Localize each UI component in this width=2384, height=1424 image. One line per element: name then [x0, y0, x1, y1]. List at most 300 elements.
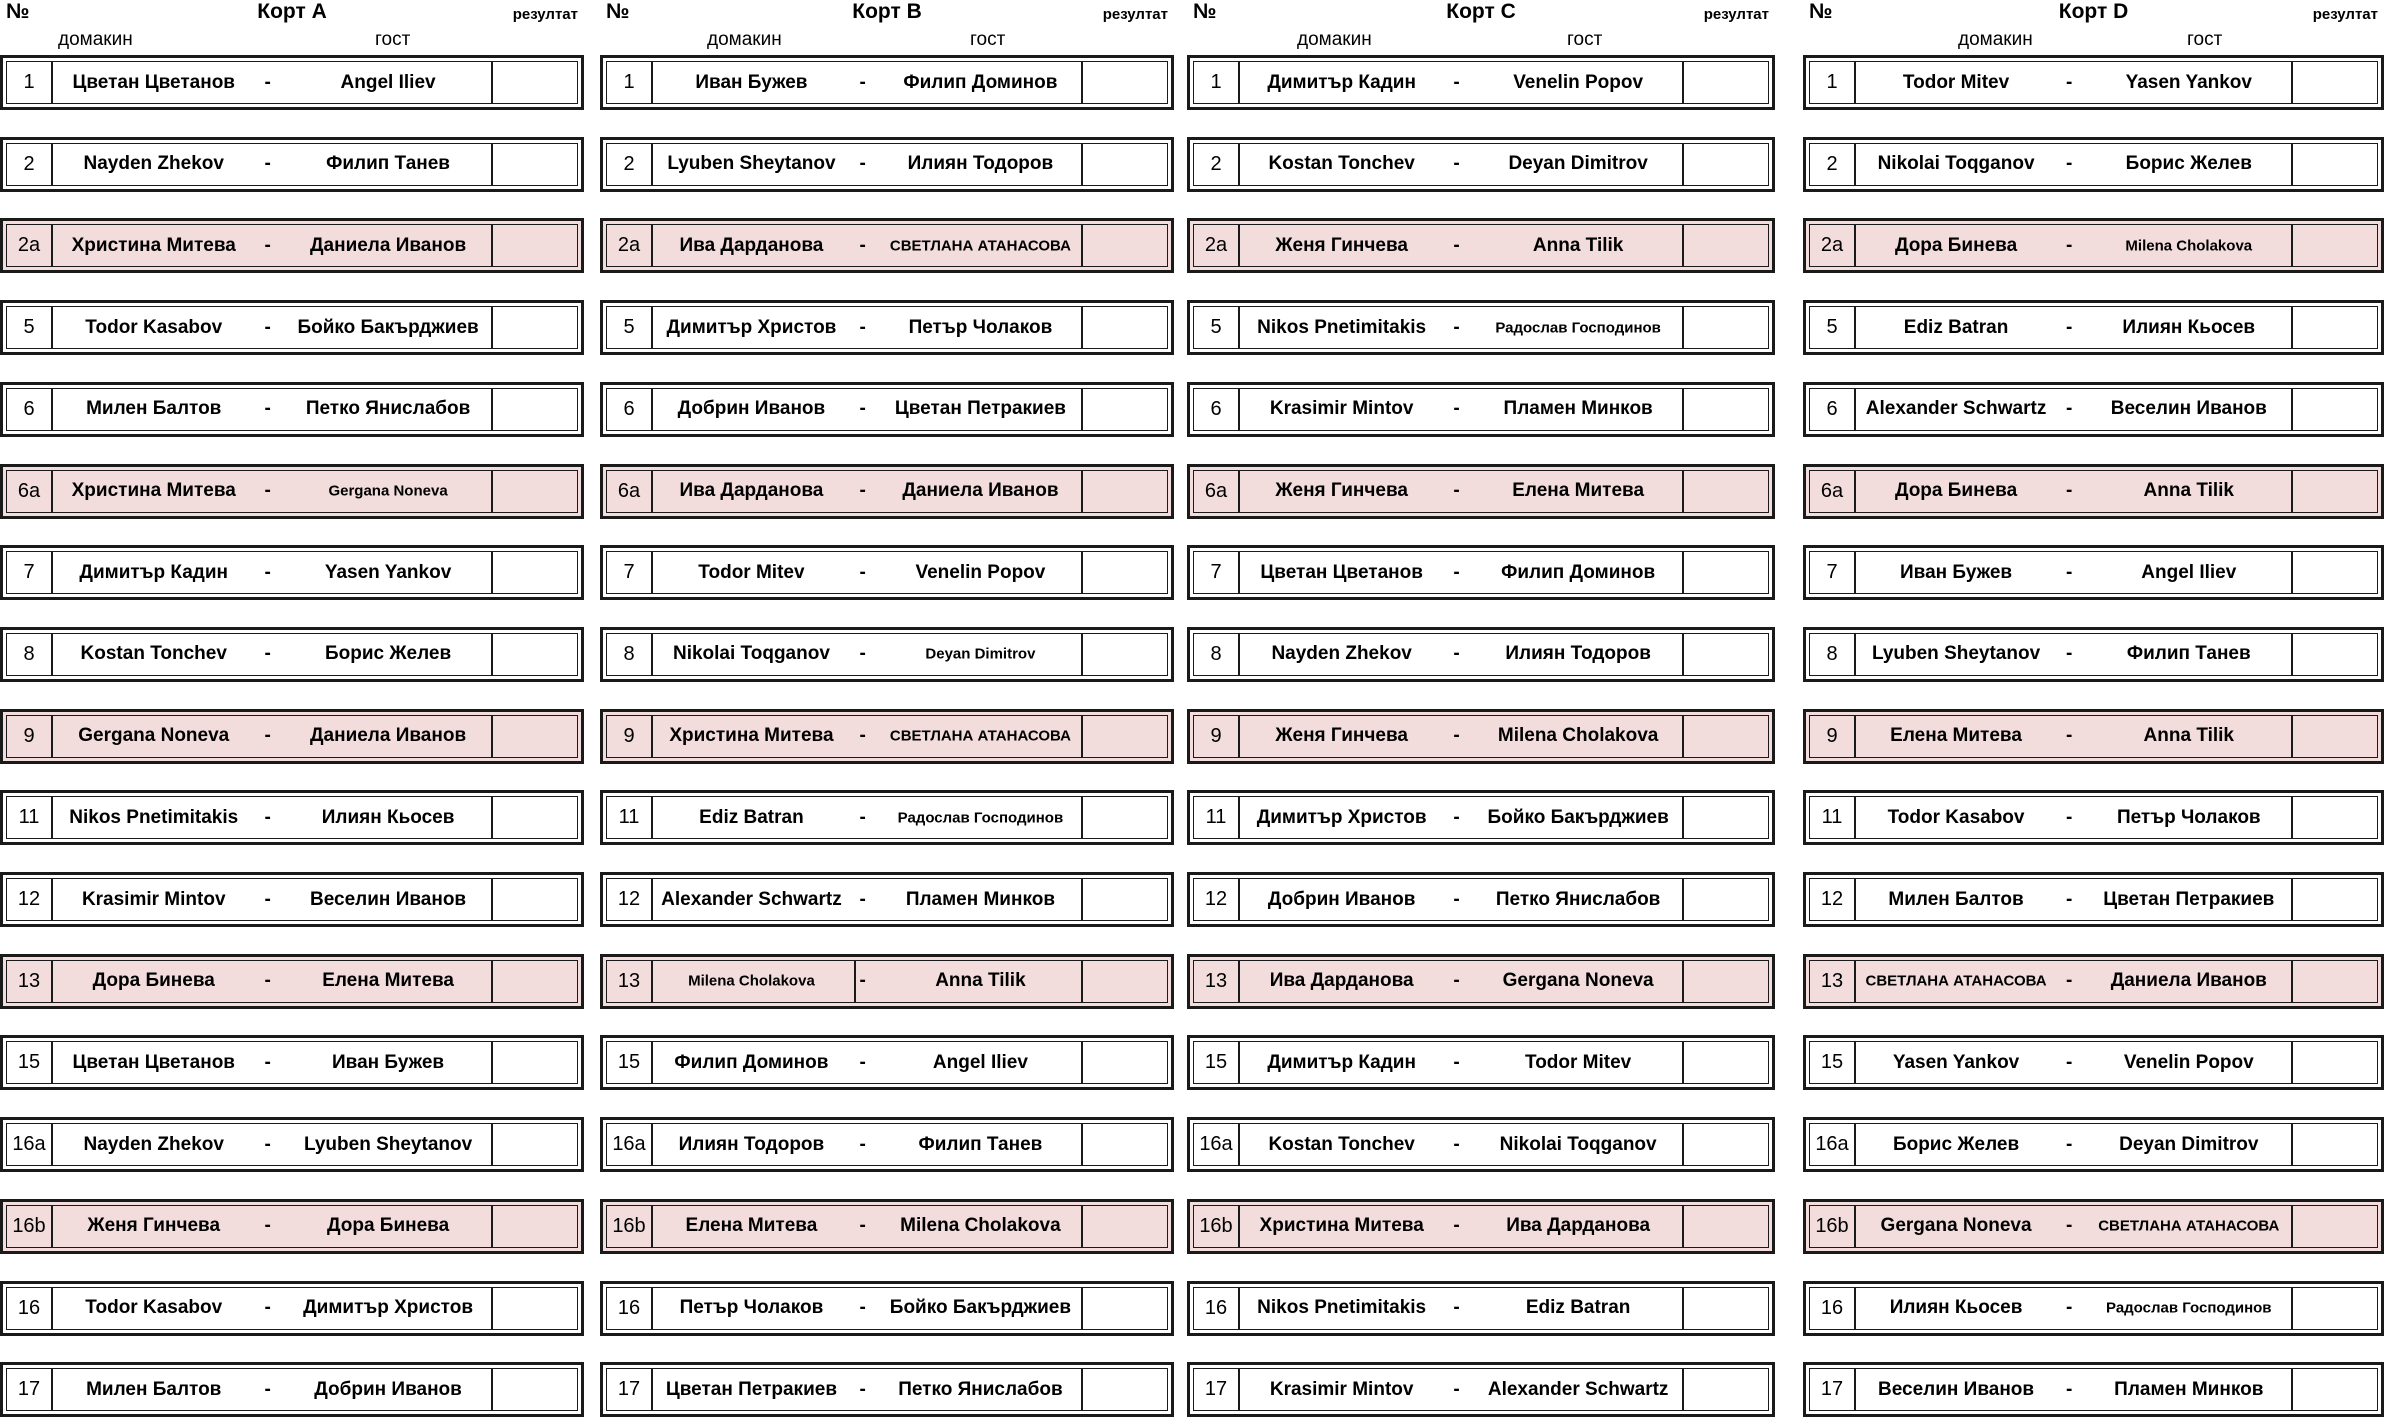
match-row — [1187, 627, 1775, 682]
match-number: 9 — [1810, 716, 1856, 757]
result-cell[interactable] — [1083, 1288, 1167, 1329]
match-row — [1803, 790, 2384, 845]
match-pairing — [1240, 1369, 1684, 1410]
guest-player: Илиян Тодоров — [1505, 643, 1651, 665]
home-player: Alexander Schwartz — [661, 888, 842, 910]
match-row — [1803, 627, 2384, 682]
result-cell[interactable] — [1083, 797, 1167, 838]
versus-dash: - — [264, 1051, 271, 1073]
guest-player: Пламен Минков — [905, 888, 1056, 910]
home-player: Женя Гинчева — [1275, 234, 1408, 256]
versus-dash: - — [859, 398, 866, 420]
home-player: Gergana Noneva — [78, 725, 230, 747]
versus-dash: - — [264, 1378, 271, 1400]
match-number: 7 — [7, 552, 53, 593]
guest-header: гост — [2187, 29, 2223, 50]
match-pairing — [53, 1206, 493, 1247]
match-pairing — [653, 879, 1083, 920]
result-cell[interactable] — [1083, 716, 1167, 757]
number-header: № — [1809, 0, 1833, 23]
match-row — [1187, 545, 1775, 600]
home-player: Дора Бинева — [1894, 480, 2018, 501]
guest-player: Цветан Петракиев — [2103, 888, 2275, 910]
match-pairing — [1240, 471, 1684, 512]
home-player: Nikolai Toqganov — [1877, 153, 2035, 175]
result-cell[interactable] — [493, 225, 577, 266]
home-player: Иван Бужев — [1900, 561, 2013, 583]
match-row — [1187, 1362, 1775, 1417]
guest-player: Веселин Иванов — [2110, 398, 2267, 420]
match-pairing — [53, 1369, 493, 1410]
match-row — [600, 218, 1174, 273]
match-pairing — [653, 1288, 1083, 1329]
result-cell[interactable] — [2293, 144, 2377, 185]
home-player: Ива Дарданова — [679, 234, 824, 256]
match-row — [0, 1362, 584, 1417]
result-cell[interactable] — [1684, 1369, 1768, 1410]
result-cell[interactable] — [1684, 225, 1768, 266]
result-cell[interactable] — [2293, 634, 2377, 675]
result-cell[interactable] — [1684, 62, 1768, 103]
match-number: 16 — [1194, 1288, 1240, 1329]
home-player: Nayden Zhekov — [83, 1133, 224, 1155]
versus-dash: - — [2065, 1378, 2073, 1400]
home-player: СВЕТЛАНА АТАНАСОВА — [1865, 972, 2047, 990]
home-player: Alexander Schwartz — [1865, 398, 2047, 420]
match-number: 2a — [7, 225, 53, 266]
home-player: Дора Бинева — [92, 970, 215, 992]
match-number: 12 — [1810, 879, 1856, 920]
guest-player: Петко Янислабов — [305, 398, 471, 420]
result-cell[interactable] — [1083, 144, 1167, 185]
match-row — [0, 790, 584, 845]
result-cell[interactable] — [493, 1369, 577, 1410]
versus-dash: - — [1453, 316, 1460, 338]
result-header: резултат — [1703, 6, 1769, 23]
match-pairing — [1240, 389, 1684, 430]
guest-player: Филип Доминов — [903, 71, 1058, 93]
versus-dash: - — [859, 1051, 866, 1073]
guest-player: Ediz Batran — [1525, 1297, 1631, 1318]
result-cell[interactable] — [493, 307, 577, 348]
result-cell[interactable] — [1083, 471, 1167, 512]
guest-player: Петко Янислабов — [898, 1378, 1063, 1400]
versus-dash: - — [264, 398, 271, 420]
result-cell[interactable] — [1684, 961, 1768, 1002]
versus-dash: - — [859, 725, 866, 747]
court-header — [600, 0, 1174, 54]
result-cell[interactable] — [1684, 307, 1768, 348]
match-row — [0, 218, 584, 273]
versus-dash: - — [2065, 806, 2073, 828]
result-cell[interactable] — [2293, 552, 2377, 593]
match-pairing — [1240, 879, 1684, 920]
result-cell[interactable] — [493, 716, 577, 757]
result-cell[interactable] — [493, 961, 577, 1002]
match-number: 16 — [607, 1288, 653, 1329]
home-player: Nayden Zhekov — [1271, 643, 1412, 665]
result-cell[interactable] — [2293, 389, 2377, 430]
versus-dash: - — [2065, 725, 2073, 747]
match-number: 2a — [607, 225, 653, 266]
versus-dash: - — [859, 316, 866, 338]
result-cell[interactable] — [2293, 879, 2377, 920]
versus-dash: - — [2065, 153, 2073, 175]
guest-player: Alexander Schwartz — [1487, 1378, 1669, 1400]
match-row — [600, 627, 1174, 682]
versus-dash: - — [1453, 480, 1460, 501]
home-player: Цветан Цветанов — [1260, 561, 1423, 583]
result-cell[interactable] — [493, 797, 577, 838]
result-cell[interactable] — [2293, 1369, 2377, 1410]
match-number: 13 — [1810, 961, 1856, 1002]
versus-dash: - — [264, 480, 271, 501]
result-cell[interactable] — [2293, 1288, 2377, 1329]
result-cell[interactable] — [1684, 552, 1768, 593]
result-cell[interactable] — [493, 1288, 577, 1329]
match-number: 13 — [7, 961, 53, 1002]
court-title: Корт B — [852, 0, 922, 23]
home-player: Христина Митева — [669, 725, 834, 747]
result-cell[interactable] — [493, 1042, 577, 1083]
result-cell[interactable] — [1684, 144, 1768, 185]
guest-player: Даниела Иванов — [309, 725, 467, 747]
cell-divider — [854, 961, 856, 1002]
result-cell[interactable] — [1083, 1124, 1167, 1165]
match-row — [1803, 1362, 2384, 1417]
match-number: 2 — [1194, 144, 1240, 185]
result-cell[interactable] — [493, 144, 577, 185]
guest-player: Бойко Бакърджиев — [889, 1297, 1072, 1318]
match-row — [600, 954, 1174, 1009]
result-cell[interactable] — [1684, 1288, 1768, 1329]
result-cell[interactable] — [1083, 389, 1167, 430]
match-number: 17 — [607, 1369, 653, 1410]
versus-dash: - — [1453, 398, 1460, 420]
home-player: Димитър Кадин — [1267, 1051, 1416, 1073]
match-number: 16a — [7, 1124, 53, 1165]
match-pairing — [1856, 389, 2293, 430]
match-row — [0, 137, 584, 192]
versus-dash: - — [2065, 643, 2073, 665]
home-player: Gergana Noneva — [1880, 1215, 2032, 1237]
match-number: 5 — [1194, 307, 1240, 348]
match-pairing — [53, 307, 493, 348]
match-number: 2a — [1194, 225, 1240, 266]
result-cell[interactable] — [1083, 1042, 1167, 1083]
match-pairing — [1856, 471, 2293, 512]
match-pairing — [1240, 225, 1684, 266]
match-number: 2 — [1810, 144, 1856, 185]
guest-player: Радослав Господинов — [2106, 1299, 2272, 1317]
match-number: 16b — [607, 1206, 653, 1247]
match-pairing — [1240, 1042, 1684, 1083]
result-cell[interactable] — [2293, 62, 2377, 103]
guest-player: Елена Митева — [322, 970, 454, 992]
result-cell[interactable] — [493, 1124, 577, 1165]
match-pairing — [53, 797, 493, 838]
court-column — [1803, 0, 2384, 1424]
result-cell[interactable] — [1083, 1369, 1167, 1410]
versus-dash: - — [859, 643, 866, 665]
home-player: Иван Бужев — [695, 71, 808, 93]
match-pairing — [53, 389, 493, 430]
match-row — [0, 954, 584, 1009]
match-number: 1 — [1194, 62, 1240, 103]
result-cell[interactable] — [2293, 1042, 2377, 1083]
match-row — [0, 1199, 584, 1254]
match-pairing — [1856, 634, 2293, 675]
result-cell[interactable] — [2293, 1124, 2377, 1165]
match-row — [600, 1035, 1174, 1090]
guest-player: Nikolai Toqganov — [1499, 1133, 1657, 1155]
match-number: 12 — [1194, 879, 1240, 920]
result-cell[interactable] — [1083, 1206, 1167, 1247]
result-cell[interactable] — [493, 552, 577, 593]
result-cell[interactable] — [493, 879, 577, 920]
match-pairing — [1856, 1369, 2293, 1410]
versus-dash: - — [2065, 970, 2073, 992]
versus-dash: - — [264, 970, 271, 992]
result-cell[interactable] — [2293, 716, 2377, 757]
result-cell[interactable] — [2293, 797, 2377, 838]
number-header: № — [1193, 0, 1217, 23]
versus-dash: - — [2065, 888, 2073, 910]
match-pairing — [1856, 1124, 2293, 1165]
guest-player: Venelin Popov — [2123, 1051, 2254, 1073]
versus-dash: - — [859, 1133, 866, 1155]
versus-dash: - — [264, 1215, 271, 1237]
versus-dash: - — [2065, 71, 2073, 93]
match-pairing — [53, 1042, 493, 1083]
match-number: 2 — [607, 144, 653, 185]
match-pairing — [653, 797, 1083, 838]
home-player: Ediz Batran — [1903, 316, 2009, 338]
guest-player: Димитър Христов — [303, 1297, 473, 1318]
result-cell[interactable] — [1083, 62, 1167, 103]
match-pairing — [1240, 307, 1684, 348]
result-cell[interactable] — [1684, 797, 1768, 838]
result-cell[interactable] — [1083, 634, 1167, 675]
versus-dash: - — [859, 153, 866, 175]
match-row — [600, 545, 1174, 600]
match-row — [1803, 709, 2384, 764]
match-row — [600, 790, 1174, 845]
result-cell[interactable] — [1083, 879, 1167, 920]
result-cell[interactable] — [2293, 961, 2377, 1002]
guest-player: Даниела Иванов — [902, 480, 1059, 501]
match-pairing — [1240, 1124, 1684, 1165]
match-number: 1 — [7, 62, 53, 103]
match-number: 6a — [1194, 471, 1240, 512]
guest-player: Добрин Иванов — [314, 1378, 462, 1400]
match-row — [1803, 137, 2384, 192]
match-pairing — [1856, 797, 2293, 838]
match-row — [0, 300, 584, 355]
guest-player: Anna Tilik — [1532, 234, 1624, 256]
match-row — [0, 709, 584, 764]
match-number: 16a — [1810, 1124, 1856, 1165]
match-row — [600, 382, 1174, 437]
match-row — [1187, 709, 1775, 764]
guest-player: Gergana Noneva — [1502, 970, 1654, 992]
result-cell[interactable] — [2293, 307, 2377, 348]
result-cell[interactable] — [1083, 961, 1167, 1002]
result-cell[interactable] — [1684, 879, 1768, 920]
match-pairing — [1240, 552, 1684, 593]
versus-dash: - — [1453, 561, 1460, 583]
match-row — [1803, 382, 2384, 437]
versus-dash: - — [1453, 1297, 1460, 1318]
match-pairing — [653, 144, 1083, 185]
guest-player: Даниела Иванов — [309, 234, 467, 256]
match-number: 8 — [1810, 634, 1856, 675]
match-pairing — [653, 716, 1083, 757]
match-pairing — [53, 144, 493, 185]
match-row — [1187, 464, 1775, 519]
versus-dash: - — [859, 1378, 866, 1400]
versus-dash: - — [1453, 643, 1460, 665]
match-pairing — [1856, 1042, 2293, 1083]
guest-player: Yasen Yankov — [2125, 71, 2252, 93]
result-cell[interactable] — [1684, 389, 1768, 430]
match-number: 5 — [7, 307, 53, 348]
guest-player: Елена Митева — [1512, 480, 1645, 501]
guest-header: гост — [375, 29, 411, 50]
home-player: Милен Балтов — [1888, 888, 2024, 910]
versus-dash: - — [2065, 234, 2073, 256]
guest-player: Бойко Бакърджиев — [297, 316, 479, 338]
versus-dash: - — [859, 561, 866, 583]
home-header: домакин — [707, 29, 782, 50]
home-player: Todor Mitev — [698, 561, 805, 583]
result-cell[interactable] — [493, 471, 577, 512]
versus-dash: - — [264, 1297, 271, 1318]
versus-dash: - — [859, 1297, 866, 1318]
match-row — [600, 464, 1174, 519]
match-row — [0, 1281, 584, 1336]
match-row — [1803, 218, 2384, 273]
result-cell[interactable] — [1083, 225, 1167, 266]
guest-player: Angel Iliev — [2141, 561, 2237, 583]
match-row — [0, 545, 584, 600]
guest-player: СВЕТЛАНА АТАНАСОВА — [889, 237, 1071, 255]
result-cell[interactable] — [1684, 716, 1768, 757]
match-number: 16b — [1810, 1206, 1856, 1247]
result-cell[interactable] — [493, 634, 577, 675]
guest-player: Бойко Бакърджиев — [1487, 806, 1669, 828]
match-row — [0, 464, 584, 519]
result-cell[interactable] — [1684, 1042, 1768, 1083]
match-pairing — [53, 1124, 493, 1165]
home-player: Милен Балтов — [86, 398, 222, 420]
home-player: Yasen Yankov — [1892, 1051, 2020, 1073]
home-player: Христина Митева — [71, 234, 236, 256]
result-cell[interactable] — [1684, 634, 1768, 675]
court-header — [1187, 0, 1775, 54]
result-cell[interactable] — [1083, 552, 1167, 593]
match-number: 12 — [607, 879, 653, 920]
match-pairing — [653, 225, 1083, 266]
match-pairing — [653, 471, 1083, 512]
result-cell[interactable] — [2293, 1206, 2377, 1247]
match-row — [600, 1362, 1174, 1417]
match-number: 7 — [607, 552, 653, 593]
match-pairing — [1856, 144, 2293, 185]
guest-player: Anna Tilik — [2143, 725, 2234, 747]
guest-header: гост — [970, 29, 1006, 50]
versus-dash: - — [2065, 480, 2073, 501]
home-player: Ива Дарданова — [1269, 970, 1414, 992]
result-cell[interactable] — [493, 389, 577, 430]
match-number: 2a — [1810, 225, 1856, 266]
result-cell[interactable] — [493, 1206, 577, 1247]
match-row — [1803, 55, 2384, 110]
match-pairing — [653, 634, 1083, 675]
court-header — [0, 0, 584, 54]
result-cell[interactable] — [2293, 225, 2377, 266]
home-player: Илиян Кьосев — [1889, 1297, 2023, 1318]
match-row — [600, 1281, 1174, 1336]
guest-player: Илиян Кьосев — [2122, 316, 2256, 338]
guest-player: Milena Cholakova — [2125, 237, 2253, 255]
match-number: 2 — [7, 144, 53, 185]
guest-player: Иван Бужев — [332, 1051, 445, 1073]
home-player: Lyuben Sheytanov — [667, 153, 836, 175]
versus-dash: - — [859, 970, 866, 992]
match-number: 6a — [7, 471, 53, 512]
versus-dash: - — [1453, 970, 1460, 992]
result-cell[interactable] — [1684, 471, 1768, 512]
home-player: Nikos Pnetimitakis — [1257, 316, 1427, 338]
versus-dash: - — [2065, 398, 2073, 420]
match-pairing — [53, 471, 493, 512]
match-pairing — [1856, 552, 2293, 593]
result-cell[interactable] — [1083, 307, 1167, 348]
home-player: Цветан Цветанов — [72, 71, 235, 93]
versus-dash: - — [264, 725, 271, 747]
guest-player: Филип Доминов — [1501, 561, 1656, 583]
result-cell[interactable] — [2293, 471, 2377, 512]
versus-dash: - — [2065, 1133, 2073, 1155]
home-player: Kostan Tonchev — [1268, 1133, 1415, 1155]
match-row — [0, 1035, 584, 1090]
match-number: 7 — [1810, 552, 1856, 593]
versus-dash: - — [264, 316, 271, 338]
match-row — [1187, 1281, 1775, 1336]
result-header: резултат — [1102, 6, 1168, 23]
guest-player: Петър Чолаков — [2116, 806, 2261, 828]
match-number: 9 — [1194, 716, 1240, 757]
match-pairing — [1240, 797, 1684, 838]
match-number: 15 — [7, 1042, 53, 1083]
result-cell[interactable] — [1684, 1206, 1768, 1247]
home-player: Веселин Иванов — [1878, 1378, 2035, 1400]
home-player: Todor Kasabov — [85, 1297, 223, 1318]
match-row — [600, 1117, 1174, 1172]
match-row — [1187, 1117, 1775, 1172]
result-cell[interactable] — [493, 62, 577, 103]
match-pairing — [653, 1124, 1083, 1165]
match-number: 15 — [607, 1042, 653, 1083]
guest-player: Борис Желев — [324, 643, 452, 665]
versus-dash: - — [859, 234, 866, 256]
match-row — [600, 709, 1174, 764]
match-number: 6a — [1810, 471, 1856, 512]
result-cell[interactable] — [1684, 1124, 1768, 1165]
match-number: 11 — [1810, 797, 1856, 838]
versus-dash: - — [859, 480, 866, 501]
